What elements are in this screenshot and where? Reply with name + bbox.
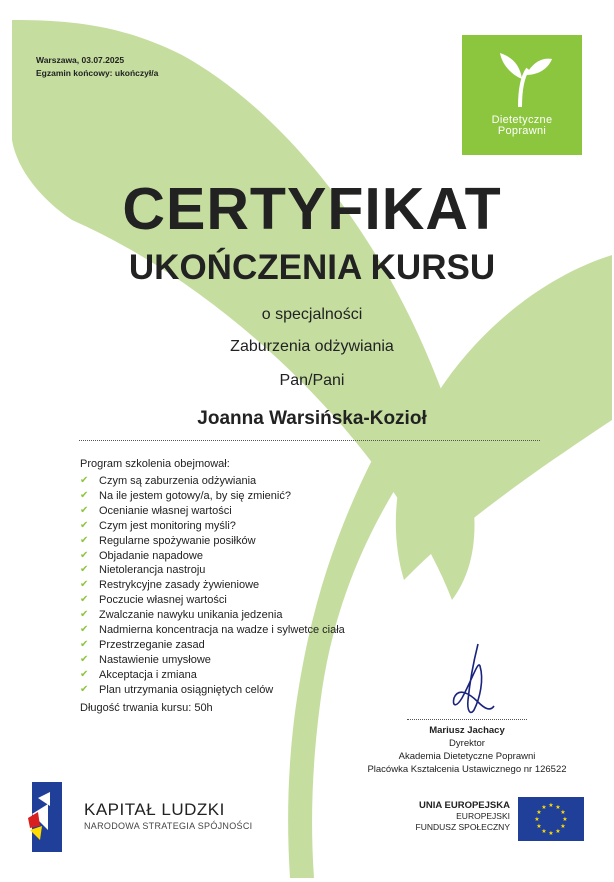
signatory-name: Mariusz Jachacy: [429, 725, 505, 736]
sprout-icon: [462, 35, 582, 115]
chevron-right-icon: ✔: [80, 638, 89, 650]
list-item: ✔ Restrykcyjne zasady żywieniowe: [80, 579, 260, 592]
eu-stars-icon: [518, 797, 584, 841]
list-item: ✔ Poczucie własnej wartości: [80, 594, 227, 607]
kapital-ludzki-icon: [28, 782, 68, 852]
topic-list: [80, 474, 345, 698]
svg-text:★: ★: [560, 809, 566, 816]
chevron-right-icon: ✔: [80, 534, 89, 546]
recipient-name: Joanna Warsińska-Kozioł: [197, 408, 427, 429]
svg-text:★: ★: [534, 816, 540, 823]
specialty-intro: o specjalności: [261, 306, 363, 323]
place-date: Warszawa, 03.07.2025: [36, 55, 125, 65]
chevron-right-icon: ✔: [80, 564, 89, 576]
svg-text:★: ★: [555, 828, 561, 835]
signature-line: [407, 719, 527, 720]
logo-line1: Dietetyczne: [491, 114, 553, 126]
signatory-block: [342, 724, 592, 776]
chevron-right-icon: ✔: [80, 519, 89, 531]
eu-flag-icon: [518, 797, 584, 841]
exam-status: Egzamin końcowy: ukończył/a: [36, 68, 159, 78]
svg-text:★: ★: [536, 809, 542, 816]
svg-text:★: ★: [555, 804, 561, 811]
svg-text:★: ★: [548, 802, 554, 809]
program-title: Program szkolenia obejmował:: [80, 458, 230, 470]
list-item: ✔ Akceptacja i zmiana: [80, 668, 197, 681]
list-item: ✔ Nietolerancja nastroju: [80, 564, 206, 577]
chevron-right-icon: ✔: [80, 594, 89, 606]
chevron-right-icon: ✔: [80, 624, 89, 636]
eu-line3: FUNDUSZ SPOŁECZNY: [415, 822, 510, 832]
list-item: ✔ Czym jest monitoring myśli?: [80, 519, 236, 532]
svg-text:★: ★: [541, 828, 547, 835]
list-item: ✔ Objadanie napadowe: [80, 549, 203, 562]
chevron-right-icon: ✔: [80, 504, 89, 516]
salutation: Pan/Pani: [279, 372, 345, 389]
signatory-role: Dyrektor: [449, 738, 485, 749]
chevron-right-icon: ✔: [80, 475, 89, 486]
list-item: ✔ Zwalczanie nawyku unikania jedzenia: [80, 609, 283, 622]
kl-title: KAPITAŁ LUDZKI: [84, 800, 225, 819]
course-duration: Długość trwania kursu: 50h: [80, 701, 213, 714]
svg-text:★: ★: [560, 823, 566, 830]
course-name: Zaburzenia odżywiania: [230, 338, 394, 355]
list-item: ✔ Ocenianie własnej wartości: [80, 504, 232, 517]
header-meta: [36, 54, 158, 80]
svg-text:★: ★: [536, 823, 542, 830]
list-item: ✔ Przestrzeganie zasad: [80, 638, 205, 651]
brand-logo: [462, 35, 582, 155]
chevron-right-icon: ✔: [80, 683, 89, 695]
certificate-title: CERTYFIKAT: [122, 176, 502, 242]
kl-subtitle: NARODOWA STRATEGIA SPÓJNOŚCI: [84, 821, 253, 831]
svg-text:★: ★: [548, 830, 554, 837]
list-item: ✔ Nadmierna koncentracja na wadze i sylwetce ciała: [80, 624, 345, 637]
chevron-right-icon: ✔: [80, 579, 89, 591]
svg-text:★: ★: [541, 804, 547, 811]
name-divider: [79, 440, 540, 441]
eu-line2: EUROPEJSKI: [456, 811, 510, 821]
chevron-right-icon: ✔: [80, 668, 89, 680]
list-item: ✔ Na ile jestem gotowy/a, by się zmienić?: [80, 489, 291, 502]
list-item: ✔ Regularne spożywanie posiłków: [80, 534, 256, 547]
certificate-page: [12, 20, 612, 878]
svg-text:★: ★: [562, 816, 568, 823]
chevron-right-icon: ✔: [80, 549, 89, 561]
list-item: ✔ Czym są zaburzenia odżywiania: [80, 475, 257, 487]
chevron-right-icon: ✔: [80, 609, 89, 621]
signature-mark: [444, 640, 504, 730]
signatory-unit: Placówka Kształcenia Ustawicznego nr 126522: [367, 764, 567, 775]
eu-text: [392, 800, 510, 833]
chevron-right-icon: ✔: [80, 653, 89, 665]
list-item: ✔ Nastawienie umysłowe: [80, 653, 211, 666]
list-item: ✔ Plan utrzymania osiągniętych celów: [80, 683, 274, 696]
chevron-right-icon: ✔: [80, 489, 89, 501]
signatory-org: Akademia Dietetyczne Poprawni: [398, 751, 536, 762]
eu-title: UNIA EUROPEJSKA: [419, 800, 510, 811]
program-section: [80, 456, 345, 716]
certificate-subtitle: UKOŃCZENIA KURSU: [128, 248, 496, 287]
logo-line2: Poprawni: [497, 125, 547, 137]
